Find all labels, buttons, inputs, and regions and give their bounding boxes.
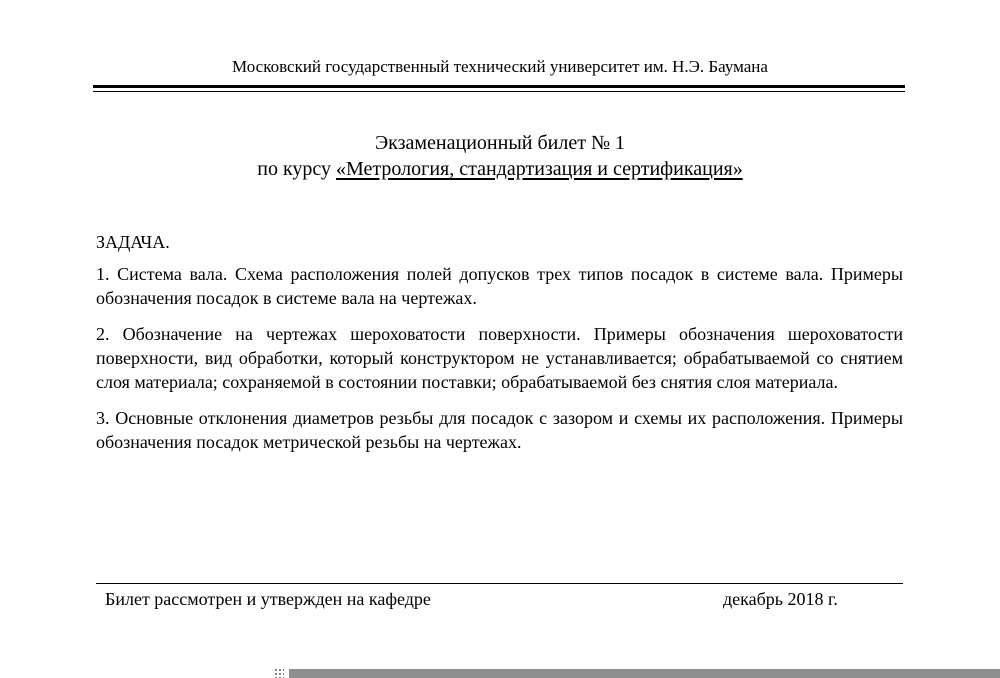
approval-text: Билет рассмотрен и утвержден на кафедре <box>105 589 431 609</box>
university-header: Московский государственный технический университет им. Н.Э. Баумана <box>232 57 768 76</box>
task-label: ЗАДАЧА. <box>96 232 170 252</box>
task-item-2: 2. Обозначение на чертежах шероховатости поверхности. Примеры обозначения шероховатости поверхности, вид обработки, который конструктором не устанавливается; обрабатываемой со снятием слоя материала; сохраняемой в состоянии поставки; обрабатываемой без снятия слоя материала. <box>96 324 903 392</box>
course-prefix: по курсу <box>257 158 337 180</box>
ticket-title: Экзаменационный билет № 1 <box>374 132 626 154</box>
task-item-3: 3. Основные отклонения диаметров резьбы для посадок с зазором и схемы их расположения. Примеры обозначения посадок метрической резьбы на чертежах. <box>96 408 903 452</box>
horizontal-scrollbar[interactable] <box>289 669 1000 678</box>
task-body <box>96 230 903 466</box>
task-item-1: 1. Система вала. Схема расположения полей допусков трех типов посадок в системе вала. Примеры обозначения посадок в системе вала на чертежах. <box>96 264 903 308</box>
course-line <box>0 156 1000 182</box>
header-rule-thin <box>93 91 905 92</box>
approval-date: декабрь 2018 г. <box>723 589 838 609</box>
resize-grip-icon[interactable] <box>274 668 284 678</box>
course-name: «Метрология, стандартизация и сертификация» <box>336 158 743 180</box>
ticket-title-block <box>0 130 1000 182</box>
header-rule-thick <box>93 85 905 88</box>
footer-rule <box>96 583 903 584</box>
